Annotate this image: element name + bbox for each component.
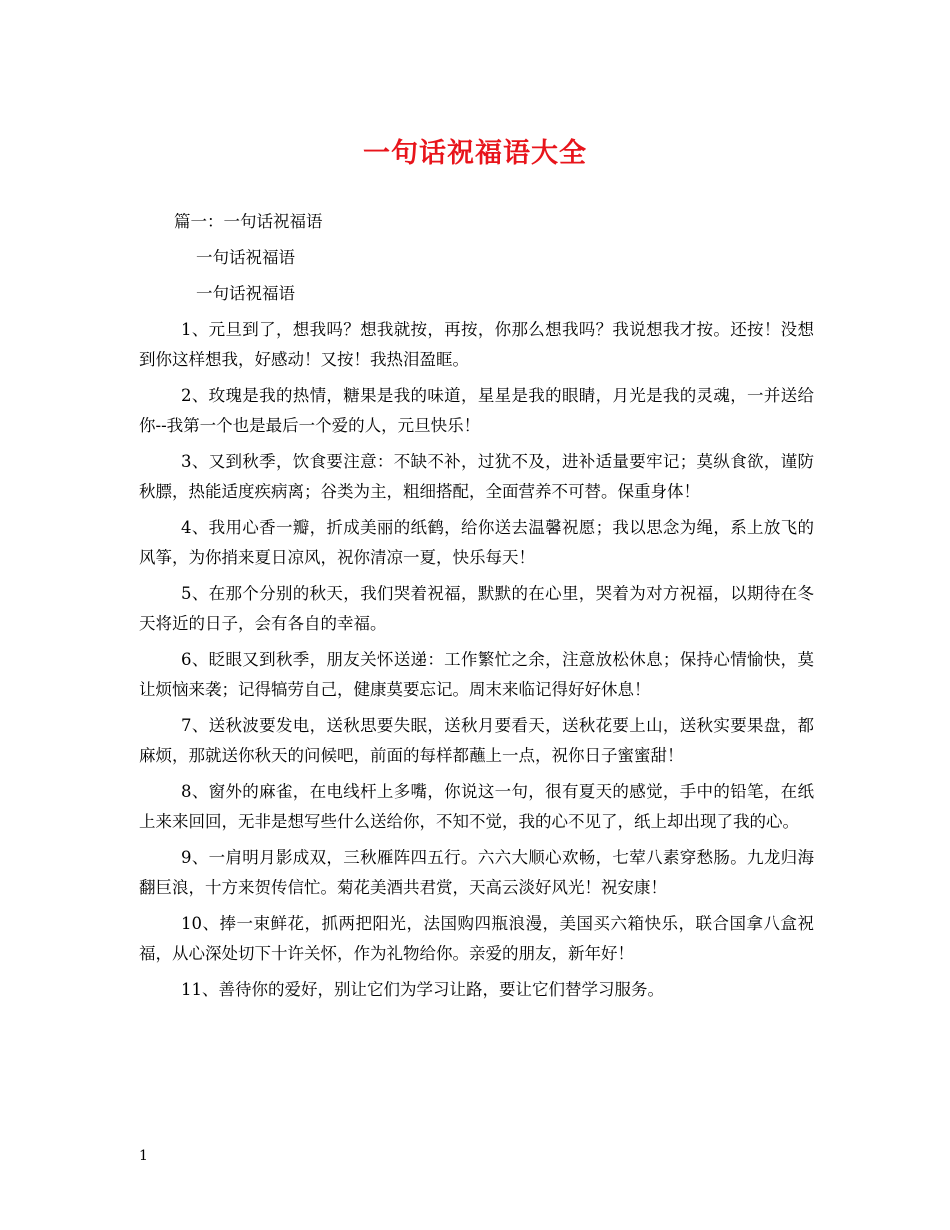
document-body: [139, 207, 814, 1011]
blessing-paragraph-6: 6、眨眼又到秋季，朋友关怀送递：工作繁忙之余，注意放松休息；保持心情愉快，莫让烦恼来袭；记得犒劳自己，健康莫要忘记。周末来临记得好好休息！: [139, 650, 814, 699]
page-number: 1: [139, 1148, 148, 1164]
subheading: 一句话祝福语: [196, 248, 295, 267]
blessing-paragraph-5: 5、在那个分别的秋天，我们哭着祝福，默默的在心里，哭着为对方祝福，以期待在冬天将近的日子，会有各自的幸福。: [139, 584, 814, 633]
section-heading: 篇一：一句话祝福语: [174, 212, 323, 231]
blessing-paragraph-4: 4、我用心香一瓣，折成美丽的纸鹤，给你送去温馨祝愿；我以思念为绳，系上放飞的风筝，为你捎来夏日凉风，祝你清凉一夏，快乐每天！: [139, 518, 814, 567]
blessing-paragraph-7: 7、送秋波要发电，送秋思要失眠，送秋月要看天，送秋花要上山，送秋实要果盘，都麻烦，那就送你秋天的问候吧，前面的每样都蘸上一点，祝你日子蜜蜜甜！: [139, 716, 814, 765]
blessing-paragraph-10: 10、捧一束鲜花，抓两把阳光，法国购四瓶浪漫，美国买六箱快乐，联合国拿八盒祝福，从心深处切下十许关怀，作为礼物给你。亲爱的朋友，新年好！: [139, 914, 814, 963]
document-title: 一句话祝福语大全: [363, 138, 587, 169]
blessing-paragraph-2: 2、玫瑰是我的热情，糖果是我的味道，星星是我的眼睛，月光是我的灵魂，一并送给你--我第一个也是最后一个爱的人，元旦快乐！: [139, 386, 814, 435]
blessing-paragraph-9: 9、一肩明月影成双，三秋雁阵四五行。六六大顺心欢畅，七荤八素穿愁肠。九龙归海翻巨浪，十方来贺传信忙。菊花美酒共君赏，天高云淡好风光！祝安康！: [139, 848, 814, 897]
subheading: 一句话祝福语: [196, 284, 295, 303]
blessing-paragraph-3: 3、又到秋季，饮食要注意：不缺不补，过犹不及，进补适量要牢记；莫纵食欲，谨防秋膘，热能适度疾病离；谷类为主，粗细搭配，全面营养不可替。保重身体！: [139, 452, 814, 501]
blessing-paragraph-8: 8、窗外的麻雀，在电线杆上多嘴，你说这一句，很有夏天的感觉，手中的铅笔，在纸上来来回回，无非是想写些什么送给你，不知不觉，我的心不见了，纸上却出现了我的心。: [139, 782, 814, 831]
blessing-paragraph-11: 11、善待你的爱好，别让它们为学习让路，要让它们替学习服务。: [181, 980, 664, 999]
blessing-paragraph-1: 1、元旦到了，想我吗？想我就按，再按，你那么想我吗？我说想我才按。还按！没想到你这样想我，好感动！又按！我热泪盈眶。: [139, 320, 814, 369]
